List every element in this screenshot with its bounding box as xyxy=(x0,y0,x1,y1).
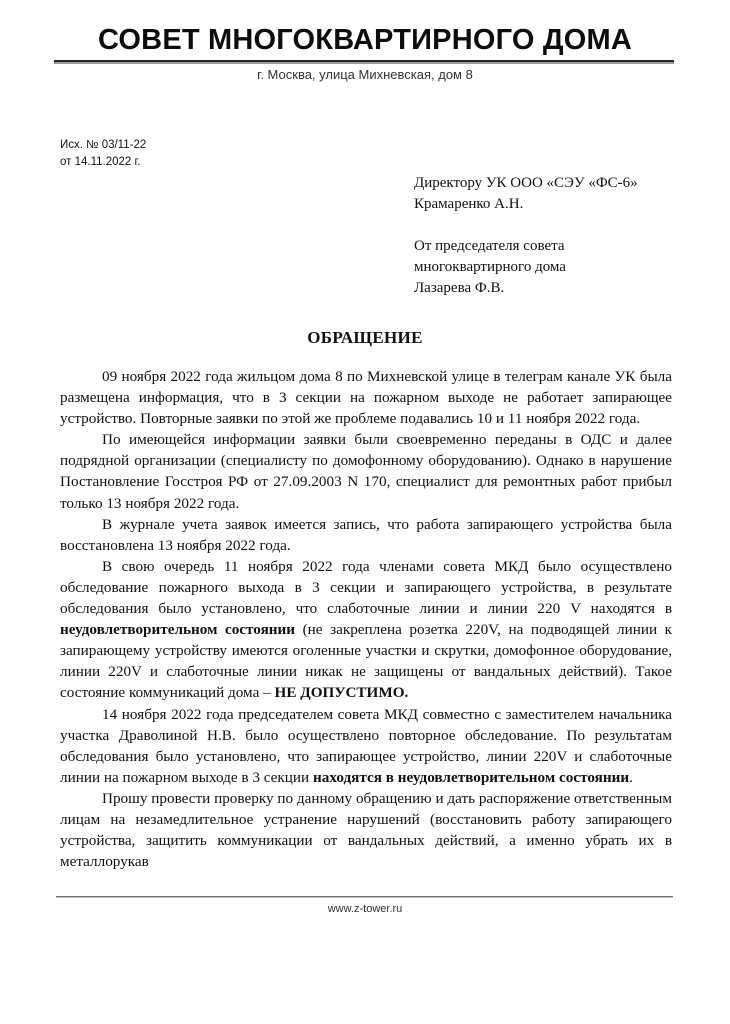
outgoing-date: от 14.11.2022 г. xyxy=(60,156,141,168)
paragraph-5-text-a: 14 ноября 2022 года председателем совета МКД совместно с заместителем начальника участка Драволиной Н.В. было осуществлено повторное обследование. По результатам обследования было установлено, что запирающее устройство, линии 220V и слаботочные линии на пожарном выходе в 3 секции xyxy=(60,705,672,786)
recipient-position: Директору УК ООО «СЭУ «ФС-6» xyxy=(414,175,638,191)
paragraph-5-emphasis: находятся в неудовлетворительном состоянии xyxy=(312,768,630,786)
footer-website: www.z-tower.ru xyxy=(327,903,403,916)
paragraph-4-text-a: В свою очередь 11 ноября 2022 года членами совета МКД было осуществлено обследование пожарного выхода в 3 секции и запирающего устройства, в результате обследования было установлено, что слаботочные линии и линии 220 V находятся в xyxy=(60,557,672,618)
paragraph-6: Прошу провести проверку по данному обращению и дать распоряжение ответственным лицам на незамедлительное устранение нарушений (восстановить работу запирающего устройства, защитить коммуникации от вандальных действий, а именно убрать их в металлорукав xyxy=(60,789,672,871)
document-body xyxy=(60,366,672,872)
outgoing-number: Исх. № 03/11-22 xyxy=(60,139,147,151)
paragraph-2: По имеющейся информации заявки были своевременно переданы в ОДС и далее подрядной организации (специалисту по домофонному оборудованию). Однако в нарушение Постановление Госстроя РФ от 27.09.2003 N 170, специалист для ремонтных работ прибыл только 13 ноября 2022 года. xyxy=(60,431,672,512)
paragraph-4 xyxy=(60,556,672,704)
paragraph-4-emphasis-b: НЕ ДОПУСТИМО. xyxy=(274,684,409,702)
outgoing-reference xyxy=(60,137,730,171)
paragraph-5-text-b: . xyxy=(629,768,633,786)
sender-position-line2: многоквартирного дома xyxy=(414,259,566,275)
paragraph-4-text-b: (не закреплена розетка 220V, на подводящей линии к запирающему устройству имеются оголенные участки и скрутки, домофонное оборудование, линии 220V и слаботочные линии никак не защищены от вандальных действий). Такое состояние коммуникаций дома – xyxy=(60,621,672,702)
footer-divider xyxy=(56,896,673,898)
sender-position-line1: От председателя совета xyxy=(414,238,565,254)
letterhead-address: г. Москва, улица Михневская, дом 8 xyxy=(257,67,473,82)
sender-name: Лазарева Ф.В. xyxy=(414,280,505,296)
addressee-block xyxy=(414,173,730,299)
recipient-name: Крамаренко А.Н. xyxy=(414,196,524,212)
letterhead-title: СОВЕТ МНОГОКВАРТИРНОГО ДОМА xyxy=(98,24,632,56)
document-title: ОБРАЩЕНИЕ xyxy=(307,328,423,347)
paragraph-3: В журнале учета заявок имеется запись, что работа запирающего устройства была восстановлена 13 ноября 2022 года. xyxy=(60,515,672,554)
addressee-gap xyxy=(414,215,730,236)
paragraph-5 xyxy=(60,704,672,788)
paragraph-4-emphasis-a: неудовлетворительном состоянии xyxy=(60,621,296,639)
paragraph-1: 09 ноября 2022 года жильцом дома 8 по Михневской улице в телеграм канале УК была размещена информация, что в 3 секции на пожарном выходе не работает запирающее устройство. Повторные заявки по этой же проблеме подавались 10 и 11 ноября 2022 года. xyxy=(60,368,672,428)
letterhead-divider xyxy=(54,60,674,64)
